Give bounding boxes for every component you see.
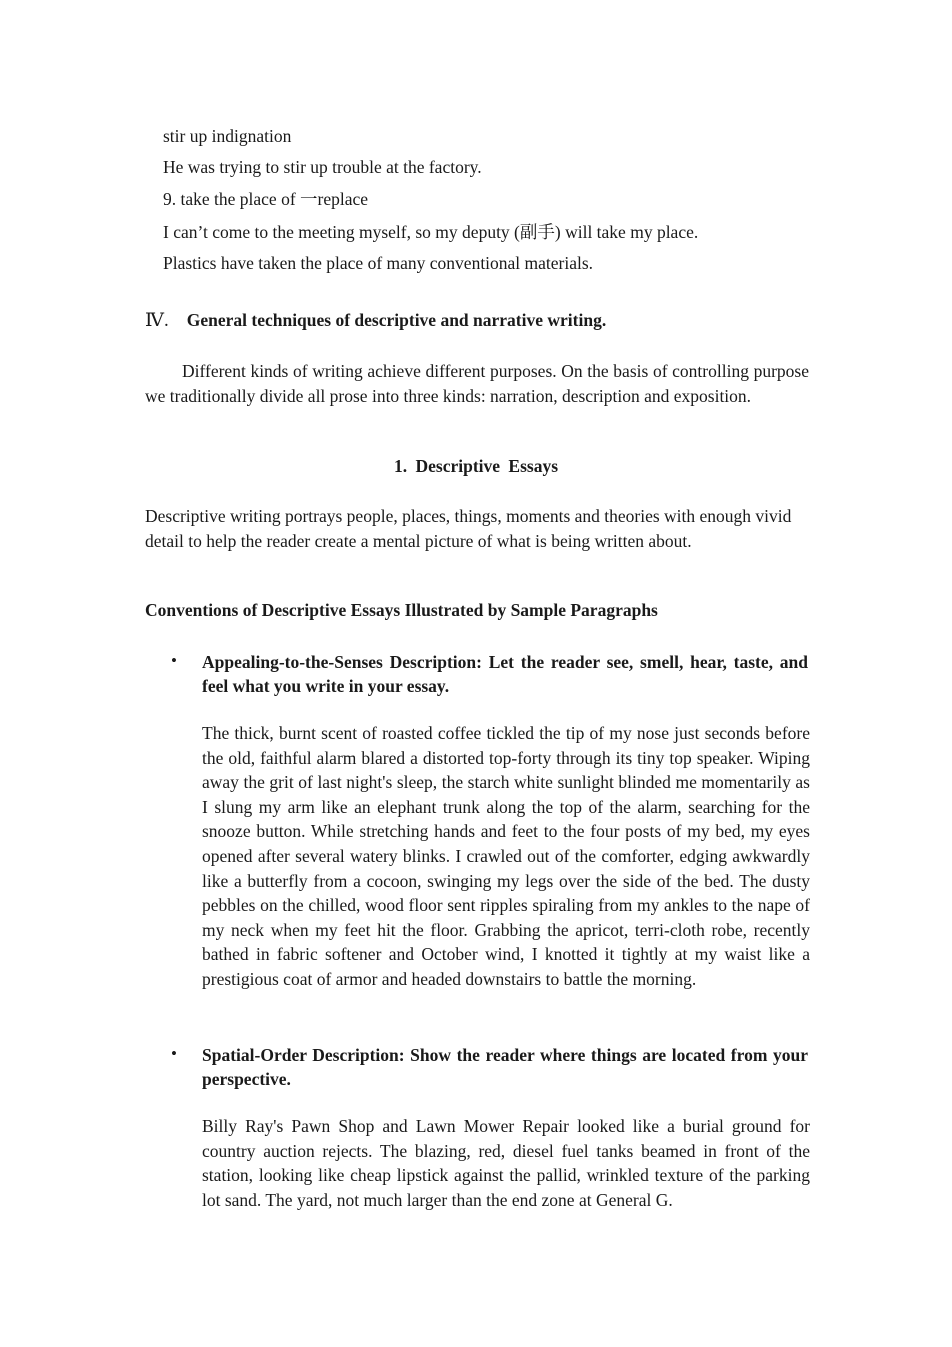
convention-title: Spatial-Order Description: Show the reader where things are located from your perspective. [202,1045,808,1089]
bullet-marker: • [171,1044,177,1063]
vocab-example: He was trying to stir up trouble at the factory. [163,157,482,177]
conventions-heading: Conventions of Descriptive Essays Illustrated by Sample Paragraphs [145,600,658,620]
section-number: Ⅳ. [145,310,169,331]
sample-paragraph: Billy Ray's Pawn Shop and Lawn Mower Repair looked like a burial ground for country auction rejects. The blazing, red, diesel fuel tanks beamed in front of the station, looking like cheap lipstick against the pallid, wrinkled texture of the parking lot sand. The yard, not much larger than the end zone at General G. [202,1116,810,1210]
intro-paragraph: Different kinds of writing achieve different purposes. On the basis of controlling purpose we traditionally divide all prose into three kinds: narration, description and exposition. [145,361,809,406]
section-heading [145,309,606,332]
section-title: General techniques of descriptive and narrative writing. [186,310,607,330]
subsection-title: 1. Descriptive Essays [393,456,559,476]
definition-paragraph: Descriptive writing portrays people, places, things, moments and theories with enough vivid detail to help the reader create a mental picture of what is being written about. [145,506,792,551]
bullet-marker: • [171,651,177,670]
vocab-example: Plastics have taken the place of many conventional materials. [163,253,594,273]
convention-title: Appealing-to-the-Senses Description: Let the reader see, smell, hear, taste, and feel what you write in your essay. [202,652,808,696]
vocab-line: stir up indignation [163,126,292,146]
vocab-line: 9. take the place of 一replace [163,189,369,209]
vocab-example: I can’t come to the meeting myself, so my deputy (副手) will take my place. [163,222,699,242]
sample-paragraph: The thick, burnt scent of roasted coffee tickled the tip of my nose just seconds before the old, faithful alarm blared a distorted top-forty through its tiny top speaker. Wiping away the grit of last night's sleep, the starch white sunlight blinded me momentarily as I slung my arm like an elephant trunk along the top of the alarm, searching for the snooze button. While stretching hands and feet to the four posts of my bed, my eyes opened after several watery blinks. I crawled out of the comforter, edging awkwardly like a butterfly from a cocoon, swinging my legs over the side of the bed. The dusty pebbles on the chilled, wood floor sent ripples spiraling from my ankles to the nape of my neck when my feet hit the floor. Grabbing the apricot, terri-cloth robe, recently bathed in fabric softener and October wind, I knotted it tightly at my waist like a prestigious coat of armor and headed downstairs to battle the morning. [202,723,810,989]
